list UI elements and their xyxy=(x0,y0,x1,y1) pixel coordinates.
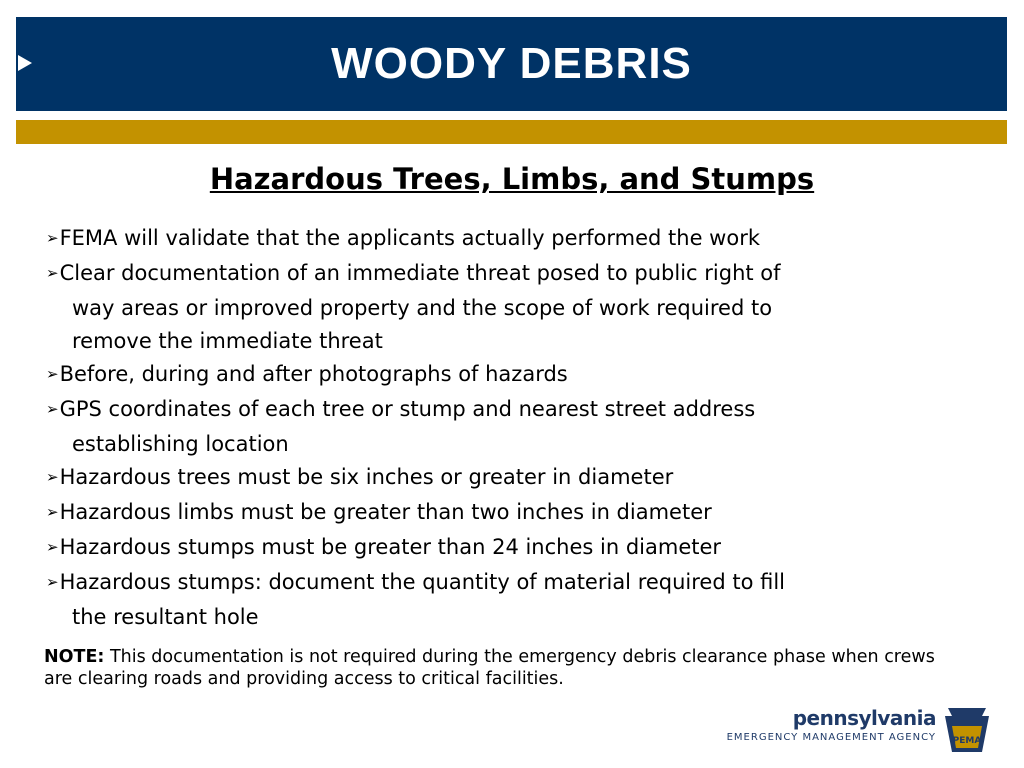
list-item xyxy=(46,531,986,566)
bullet-text-continued: way areas or improved property and the scope of work required to xyxy=(72,296,773,320)
bullet-list xyxy=(46,222,986,634)
bullet-text: Hazardous trees must be six inches or greater in diameter xyxy=(59,465,674,489)
bullet-text: Hazardous limbs must be greater than two inches in diameter xyxy=(59,500,712,524)
list-item xyxy=(46,222,986,257)
note-label: NOTE: xyxy=(44,647,105,667)
logo-agency-name: EMERGENCY MANAGEMENT AGENCY xyxy=(726,732,936,743)
bullet-arrow-icon: ➢ xyxy=(46,503,59,521)
bullet-text: Before, during and after photographs of hazards xyxy=(59,362,568,386)
bullet-arrow-icon: ➢ xyxy=(46,468,59,486)
bullet-text-continued: remove the immediate threat xyxy=(72,329,383,353)
list-item xyxy=(46,358,986,393)
bullet-text-continued: establishing location xyxy=(72,432,289,456)
note-text: This documentation is not required during the emergency debris clearance phase when crews are clearing roads and providing access to critical facilities. xyxy=(44,647,935,689)
bullet-text: Hazardous stumps must be greater than 24 inches in diameter xyxy=(59,535,722,559)
bullet-text: FEMA will validate that the applicants actually performed the work xyxy=(59,226,760,250)
bullet-text-continued: the resultant hole xyxy=(72,605,259,629)
bullet-arrow-icon: ➢ xyxy=(46,365,59,383)
list-item xyxy=(46,257,986,358)
pema-logo xyxy=(726,706,998,754)
bullet-arrow-icon: ➢ xyxy=(46,573,59,591)
bullet-text: Hazardous stumps: document the quantity of material required to fill xyxy=(59,570,786,594)
bullet-text: Clear documentation of an immediate threat posed to public right of xyxy=(59,261,781,285)
arrow-icon xyxy=(18,55,32,71)
bullet-arrow-icon: ➢ xyxy=(46,264,59,282)
list-item xyxy=(46,566,986,634)
list-item xyxy=(46,496,986,531)
title-bar xyxy=(16,17,1007,111)
keystone-icon xyxy=(942,706,992,754)
logo-badge-text: PEMA xyxy=(952,736,982,746)
logo-wordmark: pennsylvania xyxy=(792,706,936,730)
bullet-arrow-icon: ➢ xyxy=(46,229,59,247)
bullet-arrow-icon: ➢ xyxy=(46,538,59,556)
slide-subtitle: Hazardous Trees, Limbs, and Stumps xyxy=(209,162,815,196)
bullet-text: GPS coordinates of each tree or stump and nearest street address xyxy=(59,397,756,421)
list-item xyxy=(46,461,986,496)
slide-title: WOODY DEBRIS xyxy=(331,39,692,88)
note-paragraph xyxy=(44,646,964,690)
list-item xyxy=(46,393,986,461)
bullet-arrow-icon: ➢ xyxy=(46,400,59,418)
gold-divider xyxy=(16,120,1007,144)
